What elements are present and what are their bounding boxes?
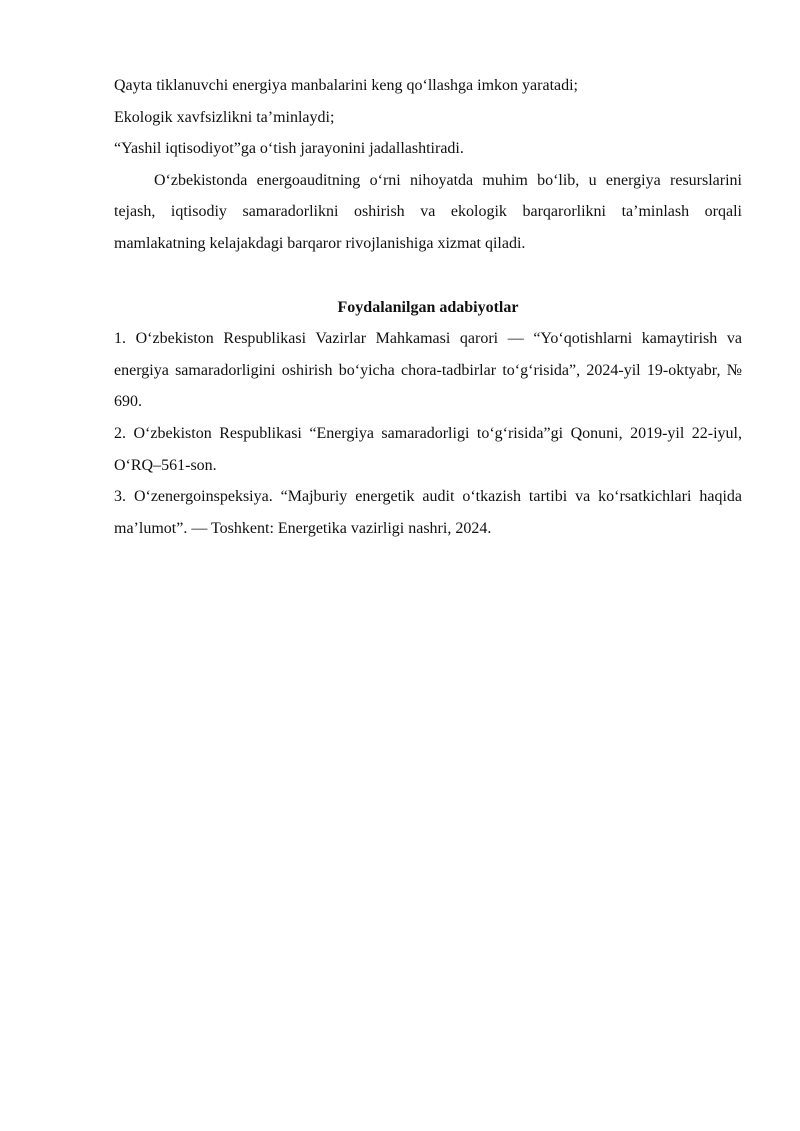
reference-item-3: 3. O‘zenergoinspeksiya. “Majburiy energetik audit o‘tkazish tartibi va ko‘rsatkichlari haqida ma’lumot”. — Toshkent: Energetika vazirligi nashri, 2024. [114,488,742,537]
conclusion-paragraph: O‘zbekistonda energoauditning o‘rni nihoyatda muhim bo‘lib, u energiya resurslarini tejash, iqtisodiy samaradorlikni oshirish va ekologik barqarorlikni ta’minlash orqali mamlakatning kelajakdagi barqaror rivojlanishiga xizmat qiladi. [114,171,742,252]
intro-line-green-economy: “Yashil iqtisodiyot”ga o‘tish jarayonini jadallashtiradi. [114,140,464,158]
intro-line-renewable: Qayta tiklanuvchi energiya manbalarini keng qo‘llashga imkon yaratadi; [114,77,578,94]
references-heading: Foydalanilgan adabiyotlar [337,298,519,316]
reference-item-1: 1. O‘zbekiston Respublikasi Vazirlar Mahkamasi qarori — “Yo‘qotishlarni kamaytirish va energiya samaradorligini oshirish bo‘yicha chora-tadbirlar to‘g‘risida”, 2024-yil 19-oktyabr, № 690. [114,330,742,411]
reference-item-2: 2. O‘zbekiston Respublikasi “Energiya samaradorligi to‘g‘risida”gi Qonuni, 2019-yil 22-iyul, O‘RQ–561-son. [114,424,742,474]
intro-line-ecology: Ekologik xavfsizlikni ta’minlaydi; [114,108,335,126]
document-page [114,70,742,544]
